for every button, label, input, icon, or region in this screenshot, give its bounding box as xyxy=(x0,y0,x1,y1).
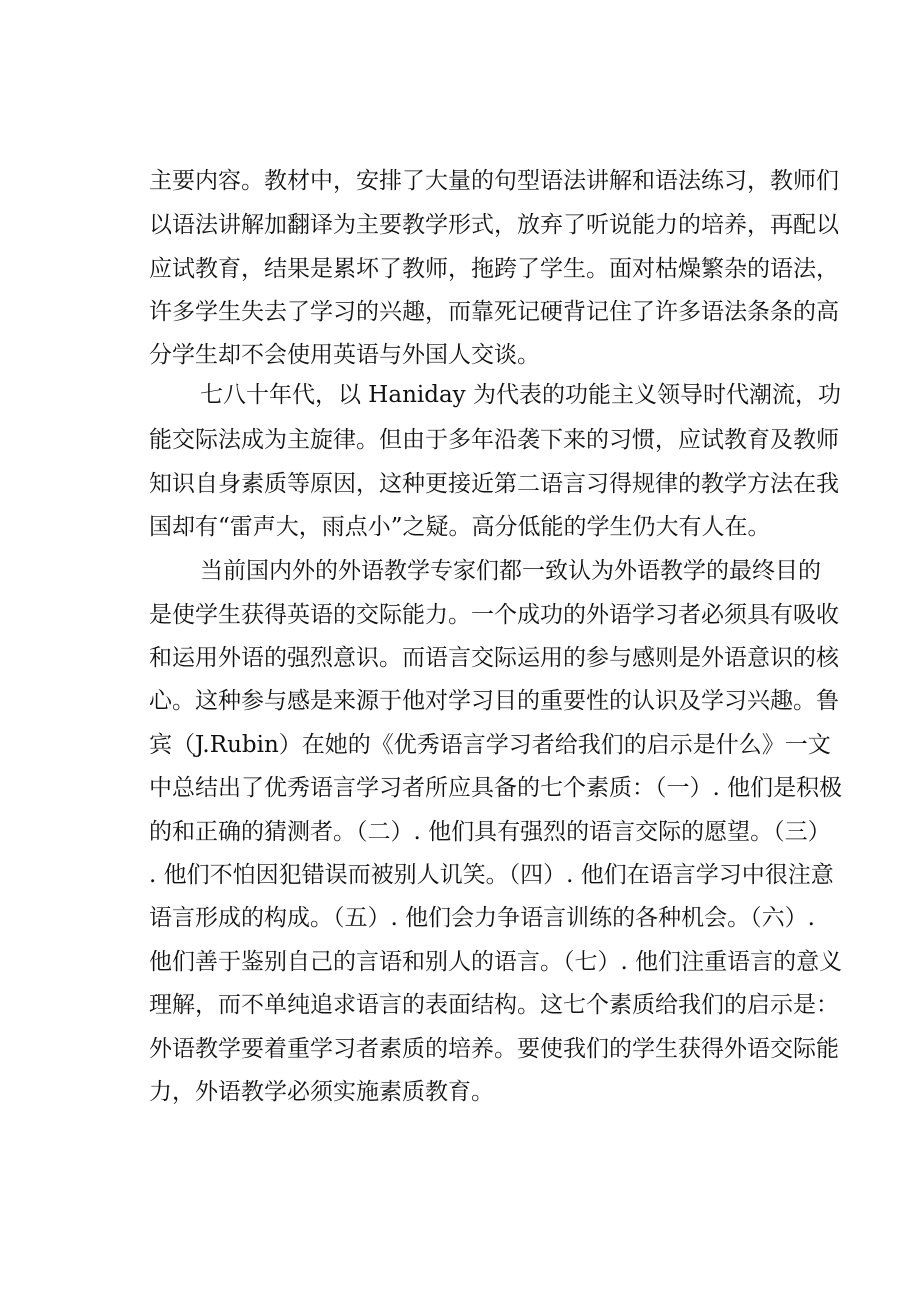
paragraph-3-line-11: 理解，而不单纯追求语言的表面结构。这七个素质给我们的启示是： xyxy=(149,992,839,1018)
paragraph-1-line-3: 应试教育，结果是累坏了教师，拖跨了学生。面对枯燥繁杂的语法， xyxy=(149,256,839,282)
paragraph-2-line-3: 知识自身素质等原因，这种更接近第二语言习得规律的教学方法在我 xyxy=(149,471,839,497)
paragraph-3-line-2: 是使学生获得英语的交际能力。一个成功的外语学习者必须具有吸收 xyxy=(149,602,839,628)
paragraph-2-line-4: 国却有“雷声大，雨点小”之疑。高分低能的学生仍大有人在。 xyxy=(149,514,771,540)
paragraph-1-line-1: 主要内容。教材中，安排了大量的句型语法讲解和语法练习，教师们 xyxy=(149,168,839,194)
paragraph-3-line-8: . 他们不怕因犯错误而被别人讥笑。（四）. 他们在语言学习中很注意 xyxy=(149,862,834,888)
paragraph-3-line-12: 外语教学要着重学习者素质的培养。要使我们的学生获得外语交际能 xyxy=(149,1036,839,1062)
paragraph-3-line-6: 中总结出了优秀语言学习者所应具备的七个素质：（一）. 他们是积极 xyxy=(149,775,843,801)
paragraph-3-line-13: 力，外语教学必须实施素质教育。 xyxy=(149,1079,494,1105)
paragraph-3-line-7: 的和正确的猜测者。（二）. 他们具有强烈的语言交际的愿望。（三） xyxy=(149,819,831,845)
paragraph-3-line-4: 心。这种参与感是来源于他对学习目的重要性的认识及学习兴趣。鲁 xyxy=(149,688,839,714)
paragraph-1-line-2: 以语法讲解加翻译为主要教学形式，放弃了听说能力的培养，再配以 xyxy=(149,212,839,238)
paragraph-1-line-5: 分学生却不会使用英语与外国人交谈。 xyxy=(149,342,540,368)
paragraph-1-line-4: 许多学生失去了学习的兴趣，而靠死记硬背记住了许多语法条条的高 xyxy=(149,299,839,325)
paragraph-3-line-5: 宾（J.Rubin）在她的《优秀语言学习者给我们的启示是什么》一文 xyxy=(149,732,831,758)
paragraph-3-line-3: 和运用外语的强烈意识。而语言交际运用的参与感则是外语意识的核 xyxy=(149,645,839,671)
paragraph-3-line-9: 语言形成的构成。（五）. 他们会力争语言训练的各种机会。（六）. xyxy=(149,905,815,931)
paragraph-3-line-1: 当前国内外的外语教学专家们都一致认为外语教学的最终目的 xyxy=(200,558,821,584)
paragraph-2-line-2: 能交际法成为主旋律。但由于多年沿袭下来的习惯，应试教育及教师 xyxy=(149,427,839,453)
paragraph-3-line-10: 他们善于鉴别自己的言语和别人的语言。（七）. 他们注重语言的意义 xyxy=(149,949,843,975)
paragraph-2-line-1: 七八十年代，以 Haniday 为代表的功能主义领导时代潮流，功 xyxy=(200,382,841,408)
